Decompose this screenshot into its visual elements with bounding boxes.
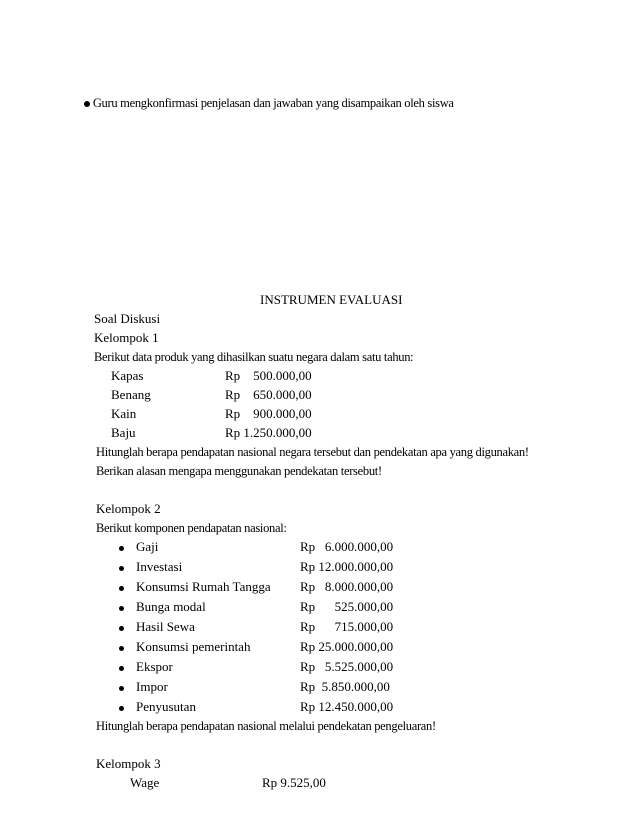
k1-item-name: Kapas [111,368,144,383]
k2-item-name: Gaji [136,539,159,554]
k3-item-name: Wage [130,775,160,790]
k2-item-value: Rp 525.000,00 [300,599,394,614]
k2-item-value: Rp 715.000,00 [300,619,394,634]
k2-item-name: Penyusutan [136,699,196,714]
bullet-icon [119,646,124,651]
bullet-icon [119,606,124,611]
list-item [119,659,124,675]
k1-item-name: Baju [111,425,136,440]
bullet-icon [84,101,90,107]
kelompok-3-heading: Kelompok 3 [96,756,161,771]
k2-item-value: Rp 5.850.000,00 [300,679,390,694]
list-item [119,699,124,715]
bullet-icon [119,566,124,571]
k2-item-name: Konsumsi Rumah Tangga [136,579,271,594]
k2-item-name: Investasi [136,559,183,574]
intro-bullet-line [84,95,454,111]
k1-item-value: Rp 500.000,00 [225,368,312,383]
list-item [119,599,124,615]
bullet-icon [119,706,124,711]
k1-item-value: Rp 900.000,00 [225,406,312,421]
k2-item-name: Hasil Sewa [136,619,195,634]
kelompok-1-lead: Berikut data produk yang dihasilkan suatu negara dalam satu tahun: [94,350,414,364]
list-item [119,579,124,595]
kelompok-2-heading: Kelompok 2 [96,501,161,516]
bullet-icon [119,626,124,631]
list-item [119,619,124,635]
k2-item-name: Konsumsi pemerintah [136,639,251,654]
k2-item-value: Rp 12.000.000,00 [300,559,394,574]
k2-item-value: Rp 5.525.000,00 [300,659,394,674]
kelompok-1-question-1: Hitunglah berapa pendapatan nasional negara tersebut dan pendekatan apa yang digunakan! [96,445,529,459]
kelompok-1-question-2: Berikan alasan mengapa menggunakan pendekatan tersebut! [96,464,382,478]
kelompok-1-heading: Kelompok 1 [94,330,159,345]
k1-item-value: Rp 1.250.000,00 [225,425,312,440]
k3-item-value: Rp 9.525,00 [262,775,326,790]
bullet-icon [119,666,124,671]
intro-bullet-text: Guru mengkonfirmasi penjelasan dan jawaban yang disampaikan oleh siswa [92,96,454,110]
k2-item-name: Impor [136,679,168,694]
list-item [119,539,124,555]
k2-item-name: Bunga modal [136,599,206,614]
k1-item-value: Rp 650.000,00 [225,387,312,402]
list-item [119,559,124,575]
k2-item-name: Ekspor [136,659,173,674]
soal-diskusi-label: Soal Diskusi [94,311,161,326]
k2-item-value: Rp 6.000.000,00 [300,539,394,554]
bullet-icon [119,546,124,551]
k1-item-name: Kain [111,406,137,421]
page-title: INSTRUMEN EVALUASI [260,292,403,307]
k2-item-value: Rp 8.000.000,00 [300,579,394,594]
list-item [119,679,124,695]
list-item [119,639,124,655]
kelompok-2-lead: Berikut komponen pendapatan nasional: [96,521,287,535]
bullet-icon [119,686,124,691]
k1-item-name: Benang [111,387,151,402]
kelompok-2-question-1: Hitunglah berapa pendapatan nasional melalui pendekatan pengeluaran! [96,719,436,733]
bullet-icon [119,586,124,591]
k2-item-value: Rp 12.450.000,00 [300,699,394,714]
k2-item-value: Rp 25.000.000,00 [300,639,394,654]
